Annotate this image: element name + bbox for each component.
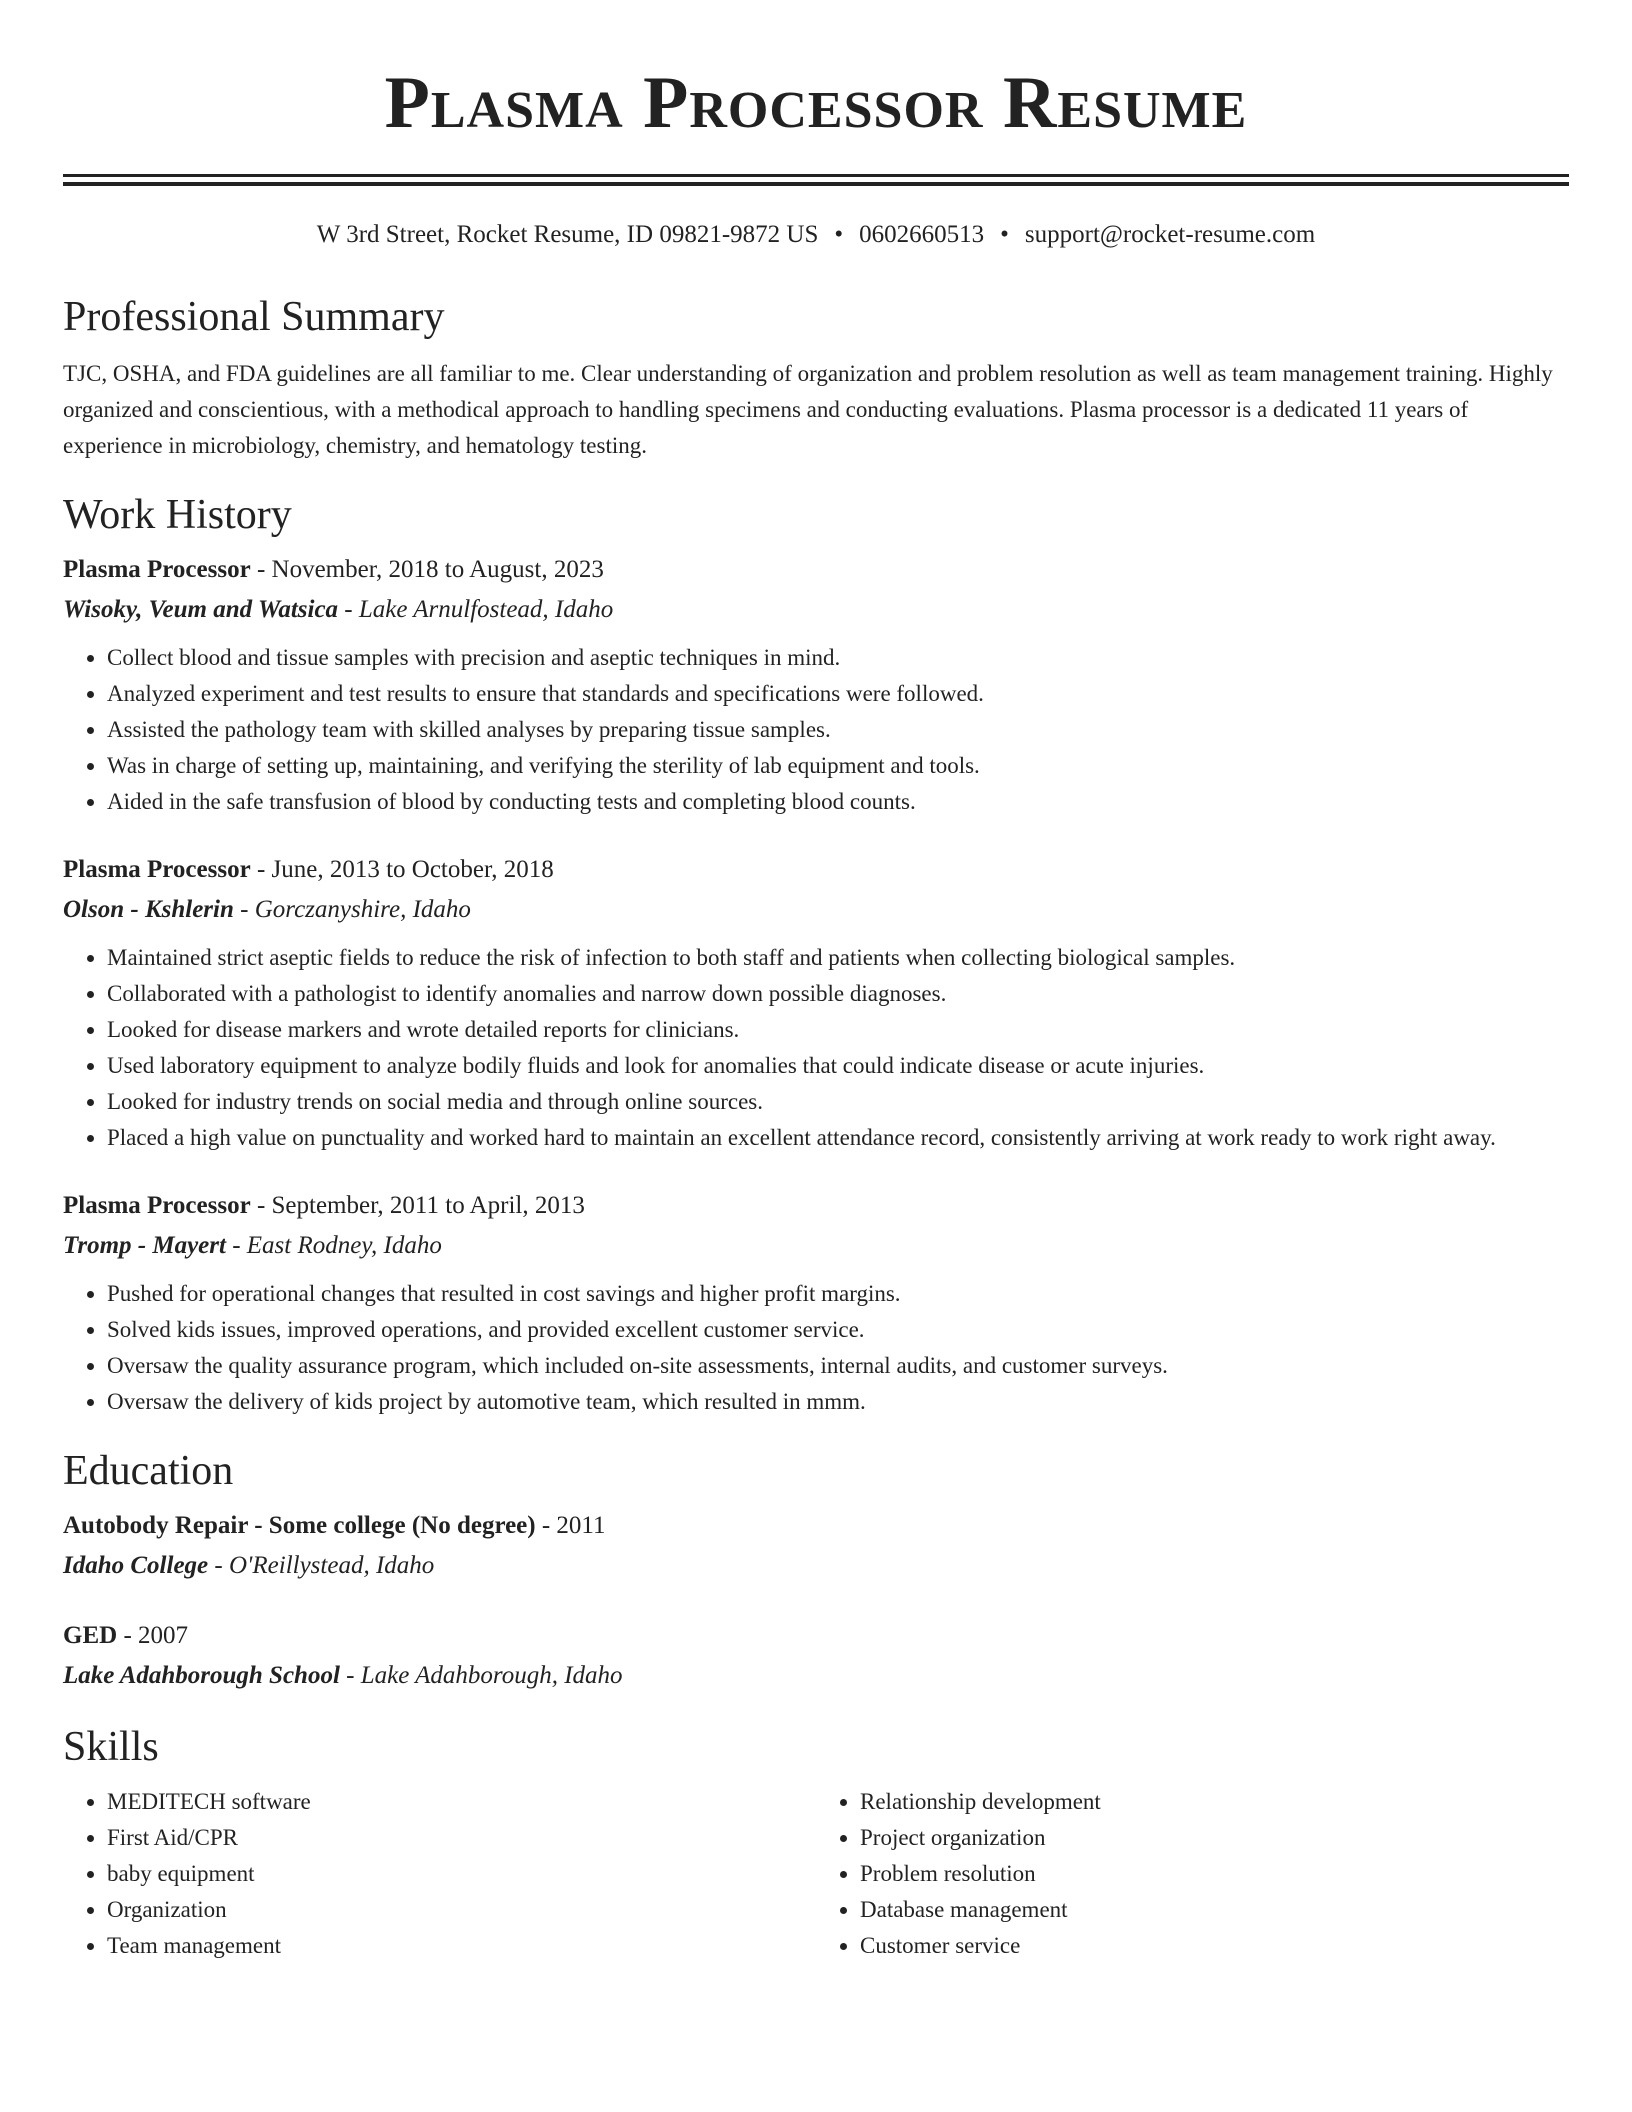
work-history-heading: Work History xyxy=(63,492,292,538)
education-school: Idaho College xyxy=(63,1552,209,1579)
education-degree-line xyxy=(63,1616,1569,1656)
skill-item: • MEDITECH software xyxy=(107,1784,816,1820)
list-item: • Oversaw the delivery of kids project by automotive team, which resulted in mmm. xyxy=(107,1384,1569,1420)
skills-list-right xyxy=(816,1784,1569,1964)
job-company: Tromp - Mayert xyxy=(63,1232,226,1259)
contact-email: support@rocket-resume.com xyxy=(1024,221,1316,248)
skill-item: • Database management xyxy=(860,1892,1569,1928)
job-title-line xyxy=(63,850,1569,890)
list-item: • Maintained strict aseptic fields to reduce the risk of infection to both staff and patients when collecting biological samples. xyxy=(107,940,1569,976)
job-company-line xyxy=(63,1226,1569,1266)
job-role: Plasma Processor xyxy=(63,1192,251,1219)
education-school-line xyxy=(63,1656,1569,1696)
list-item: • Looked for disease markers and wrote detailed reports for clinicians. xyxy=(107,1012,1569,1048)
education-degree-line xyxy=(63,1506,1569,1546)
list-item: • Solved kids issues, improved operations, and provided excellent customer service. xyxy=(107,1312,1569,1348)
job-dates: - November, 2018 to August, 2023 xyxy=(250,556,604,583)
job-entry xyxy=(63,1186,1569,1420)
education-location: - O'Reillystead, Idaho xyxy=(208,1552,435,1579)
list-item: • Placed a high value on punctuality and worked hard to maintain an excellent attendance record, consistently arriving at work ready to work right away. xyxy=(107,1120,1569,1156)
skills-heading: Skills xyxy=(63,1724,159,1770)
list-item: • Assisted the pathology team with skilled analyses by preparing tissue samples. xyxy=(107,712,1569,748)
skill-item: • baby equipment xyxy=(107,1856,816,1892)
list-item: • Aided in the safe transfusion of blood by conducting tests and completing blood counts. xyxy=(107,784,1569,820)
skill-item: • Problem resolution xyxy=(860,1856,1569,1892)
summary-heading: Professional Summary xyxy=(63,294,445,340)
job-title-line xyxy=(63,550,1569,590)
summary-text: TJC, OSHA, and FDA guidelines are all familiar to me. Clear understanding of organization and problem resolution as well as team management training. Highly organized and conscientious, with a methodical approach to handling specimens and conducting evaluations. Plasma processor is a dedicated 11 years of experience in microbiology, chemistry, and hematology testing. xyxy=(63,361,1553,458)
contact-separator: • xyxy=(834,221,844,248)
skill-item: • Organization xyxy=(107,1892,816,1928)
job-location: - Lake Arnulfostead, Idaho xyxy=(338,596,614,623)
job-role: Plasma Processor xyxy=(63,856,251,883)
contact-phone: 0602660513 xyxy=(859,221,985,248)
list-item: • Looked for industry trends on social media and through online sources. xyxy=(107,1084,1569,1120)
skill-item: • Customer service xyxy=(860,1928,1569,1964)
education-school-line xyxy=(63,1546,1569,1586)
education-school: Lake Adahborough School xyxy=(63,1662,340,1689)
job-location: - Gorczanyshire, Idaho xyxy=(233,896,471,923)
job-company: Olson - Kshlerin xyxy=(63,896,234,923)
education-heading: Education xyxy=(63,1448,234,1494)
contact-address: W 3rd Street, Rocket Resume, ID 09821-9872 US xyxy=(316,221,819,248)
education-year: - 2007 xyxy=(117,1622,189,1649)
list-item: • Pushed for operational changes that resulted in cost savings and higher profit margins. xyxy=(107,1276,1569,1312)
list-item: • Collect blood and tissue samples with precision and aseptic techniques in mind. xyxy=(107,640,1569,676)
job-entry xyxy=(63,850,1569,1156)
job-role: Plasma Processor xyxy=(63,556,251,583)
job-dates: - September, 2011 to April, 2013 xyxy=(250,1192,585,1219)
list-item: • Was in charge of setting up, maintaining, and verifying the sterility of lab equipment and tools. xyxy=(107,748,1569,784)
education-entry xyxy=(63,1616,1569,1696)
job-duties-list xyxy=(63,1276,1569,1420)
education-degree: Autobody Repair - Some college (No degree) xyxy=(63,1512,536,1539)
skill-item: • Project organization xyxy=(860,1820,1569,1856)
education-year: - 2011 xyxy=(535,1512,606,1539)
page-title: Plasma Processor Resume xyxy=(384,62,1248,144)
skill-item: • First Aid/CPR xyxy=(107,1820,816,1856)
education-entry xyxy=(63,1506,1569,1586)
skill-item: • Team management xyxy=(107,1928,816,1964)
contact-separator: • xyxy=(1000,221,1009,248)
job-duties-list xyxy=(63,640,1569,820)
list-item: • Oversaw the quality assurance program, which included on-site assessments, internal audits, and customer surveys. xyxy=(107,1348,1569,1384)
job-location: - East Rodney, Idaho xyxy=(225,1232,442,1259)
job-duties-list xyxy=(63,940,1569,1156)
job-company-line xyxy=(63,590,1569,630)
job-entry xyxy=(63,550,1569,820)
job-title-line xyxy=(63,1186,1569,1226)
list-item: • Collaborated with a pathologist to identify anomalies and narrow down possible diagnoses. xyxy=(107,976,1569,1012)
list-item: • Analyzed experiment and test results to ensure that standards and specifications were followed. xyxy=(107,676,1569,712)
job-company-line xyxy=(63,890,1569,930)
skills-list-left xyxy=(63,1784,816,1964)
contact-line xyxy=(63,218,1569,252)
job-dates: - June, 2013 to October, 2018 xyxy=(250,856,554,883)
education-location: - Lake Adahborough, Idaho xyxy=(339,1662,623,1689)
skill-item: • Relationship development xyxy=(860,1784,1569,1820)
list-item: • Used laboratory equipment to analyze bodily fluids and look for anomalies that could indicate disease or acute injuries. xyxy=(107,1048,1569,1084)
title-divider xyxy=(63,174,1569,186)
education-degree: GED xyxy=(63,1622,118,1649)
job-company: Wisoky, Veum and Watsica xyxy=(63,596,339,623)
skills-grid xyxy=(63,1784,1569,1964)
